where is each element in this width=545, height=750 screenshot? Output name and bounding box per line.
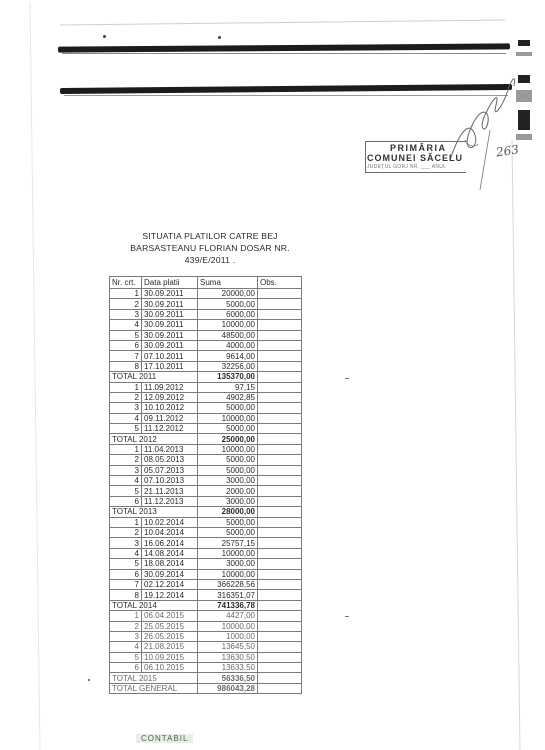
total-sum: 135370,00: [198, 372, 258, 382]
document-title: [110, 230, 310, 266]
cell-obs: [258, 434, 302, 444]
cell-obs: [258, 444, 302, 454]
cell-obs: [258, 600, 302, 610]
cell-sum: 48500,00: [198, 330, 258, 340]
total-sum: 56336,50: [198, 673, 258, 683]
table-row: [110, 548, 302, 558]
total-label: TOTAL 2014: [110, 600, 198, 610]
cell-nr: 3: [110, 309, 142, 319]
stamp-line-3: JUDEȚUL GORJ NR. ___ ANUL: [367, 164, 447, 170]
cell-obs: [258, 320, 302, 330]
table-row: [110, 663, 302, 673]
cell-obs: [258, 289, 302, 299]
cell-sum: 10000,00: [198, 569, 258, 579]
cell-date: 21.08.2015: [142, 642, 198, 652]
cell-obs: [258, 496, 302, 506]
cell-date: 11.09.2012: [142, 382, 198, 392]
cell-obs: [258, 517, 302, 527]
title-line-2: BARSASTEANU FLORIAN DOSAR NR.: [130, 243, 290, 253]
cell-obs: [258, 455, 302, 465]
table-row: [110, 413, 302, 423]
handwritten-registration-number: 263: [495, 142, 520, 160]
cell-sum: 10000,00: [198, 621, 258, 631]
scan-speck: [345, 616, 349, 617]
cell-obs: [258, 465, 302, 475]
table-row: [110, 642, 302, 652]
table-row: [110, 652, 302, 662]
cell-obs: [258, 569, 302, 579]
cell-date: 30.09.2011: [142, 299, 198, 309]
stamp-line-1: PRIMĂRIA: [390, 143, 447, 153]
official-stamp: [365, 141, 466, 173]
table-row: [110, 476, 302, 486]
cell-sum: 5000,00: [198, 527, 258, 537]
cell-date: 11.04.2013: [142, 444, 198, 454]
cell-sum: 13630,50: [198, 652, 258, 662]
cell-obs: [258, 309, 302, 319]
cell-obs: [258, 642, 302, 652]
cell-nr: 3: [110, 465, 142, 475]
table-row: [110, 559, 302, 569]
cell-nr: 1: [110, 444, 142, 454]
cell-sum: 20000,00: [198, 289, 258, 299]
table-row: [110, 496, 302, 506]
cell-nr: 1: [110, 611, 142, 621]
cell-date: 08.05.2013: [142, 455, 198, 465]
table-row: [110, 340, 302, 350]
cell-nr: 4: [110, 320, 142, 330]
cell-date: 10.02.2014: [142, 517, 198, 527]
binding-strip-top-edge: [62, 53, 506, 54]
total-sum: 28000,00: [198, 507, 258, 517]
cell-nr: 4: [110, 413, 142, 423]
cell-obs: [258, 611, 302, 621]
cell-nr: 1: [110, 382, 142, 392]
table-row: [110, 590, 302, 600]
cell-date: 12.09.2012: [142, 392, 198, 402]
table-total-row: [110, 683, 302, 693]
total-label: TOTAL 2011: [110, 372, 198, 382]
cell-nr: 2: [110, 621, 142, 631]
cell-obs: [258, 663, 302, 673]
cell-obs: [258, 527, 302, 537]
cell-date: 16.06.2014: [142, 538, 198, 548]
header-obs: Obs.: [258, 277, 302, 289]
cell-sum: 316351,07: [198, 590, 258, 600]
cell-sum: 10000,00: [198, 320, 258, 330]
cell-nr: 2: [110, 527, 142, 537]
cell-nr: 3: [110, 538, 142, 548]
cell-date: 30.09.2011: [142, 309, 198, 319]
cell-sum: 2000,00: [198, 486, 258, 496]
cell-nr: 3: [110, 403, 142, 413]
cell-obs: [258, 652, 302, 662]
cell-nr: 4: [110, 476, 142, 486]
table-row: [110, 289, 302, 299]
cell-nr: 6: [110, 496, 142, 506]
scan-speck: [88, 679, 90, 681]
table-total-row: [110, 600, 302, 610]
cell-date: 05.07.2013: [142, 465, 198, 475]
cell-sum: 4902,85: [198, 392, 258, 402]
cell-date: 18.08.2014: [142, 559, 198, 569]
cell-obs: [258, 538, 302, 548]
cell-date: 10.10.2012: [142, 403, 198, 413]
table-row: [110, 444, 302, 454]
cell-sum: 5000,00: [198, 299, 258, 309]
scan-dot: [103, 35, 106, 38]
table-row: [110, 320, 302, 330]
cell-date: 06.10.2015: [142, 663, 198, 673]
cell-sum: 5000,00: [198, 424, 258, 434]
table-total-row: [110, 372, 302, 382]
cell-date: 07.10.2011: [142, 351, 198, 361]
cell-nr: 4: [110, 642, 142, 652]
cell-sum: 97,15: [198, 382, 258, 392]
header-nr-crt: Nr. crt.: [110, 277, 142, 289]
cell-date: 19.12.2014: [142, 590, 198, 600]
cell-obs: [258, 382, 302, 392]
cell-obs: [258, 361, 302, 371]
cell-nr: 5: [110, 330, 142, 340]
cell-obs: [258, 476, 302, 486]
table-header-row: [110, 277, 302, 289]
table-row: [110, 299, 302, 309]
cell-obs: [258, 673, 302, 683]
cell-date: 06.04.2015: [142, 611, 198, 621]
cell-date: 10.09.2015: [142, 652, 198, 662]
cell-sum: 5000,00: [198, 517, 258, 527]
cell-obs: [258, 299, 302, 309]
table-row: [110, 351, 302, 361]
payments-table: [109, 276, 302, 694]
scan-dot: [218, 36, 221, 39]
cell-nr: 2: [110, 455, 142, 465]
table-row: [110, 403, 302, 413]
table-row: [110, 527, 302, 537]
total-sum: 741336,78: [198, 600, 258, 610]
table-row: [110, 579, 302, 589]
cell-sum: 1000,00: [198, 631, 258, 641]
cell-obs: [258, 621, 302, 631]
cell-date: 09.11.2012: [142, 413, 198, 423]
table-row: [110, 424, 302, 434]
footer-contabil-label: CONTABIL: [136, 734, 193, 743]
cell-obs: [258, 392, 302, 402]
total-label: TOTAL 2015: [110, 673, 198, 683]
cell-sum: 4427,00: [198, 611, 258, 621]
cell-date: 21.11.2013: [142, 486, 198, 496]
table-row: [110, 382, 302, 392]
cell-nr: 1: [110, 517, 142, 527]
table-row: [110, 517, 302, 527]
handwritten-signature: [430, 60, 540, 200]
cell-obs: [258, 403, 302, 413]
table-row: [110, 361, 302, 371]
cell-sum: 3000,00: [198, 476, 258, 486]
cell-sum: 4000,00: [198, 340, 258, 350]
total-sum: 25000,00: [198, 434, 258, 444]
cell-obs: [258, 548, 302, 558]
cell-date: 11.12.2012: [142, 424, 198, 434]
cell-date: 02.12.2014: [142, 579, 198, 589]
cell-nr: 5: [110, 424, 142, 434]
cell-nr: 6: [110, 569, 142, 579]
scan-speck: [345, 378, 349, 379]
cell-obs: [258, 486, 302, 496]
cell-date: 14.08.2014: [142, 548, 198, 558]
cell-nr: 6: [110, 663, 142, 673]
cell-nr: 5: [110, 559, 142, 569]
cell-sum: 10000,00: [198, 548, 258, 558]
cell-nr: 6: [110, 340, 142, 350]
stamp-line-2: COMUNEI SĂCELU: [367, 153, 464, 163]
cell-sum: 25757,15: [198, 538, 258, 548]
cell-date: 11.12.2013: [142, 496, 198, 506]
table-total-row: [110, 434, 302, 444]
total-sum: 986043,28: [198, 683, 258, 693]
cell-obs: [258, 413, 302, 423]
table-body: [110, 289, 302, 694]
table-row: [110, 309, 302, 319]
table-row: [110, 330, 302, 340]
header-data-platii: Data platii: [142, 277, 198, 289]
total-label: TOTAL GENERAL: [110, 683, 198, 693]
table-row: [110, 569, 302, 579]
cell-nr: 2: [110, 299, 142, 309]
table-row: [110, 631, 302, 641]
cell-nr: 8: [110, 590, 142, 600]
total-label: TOTAL 2012: [110, 434, 198, 444]
cell-sum: 366228,56: [198, 579, 258, 589]
cell-sum: 13645,50: [198, 642, 258, 652]
title-line-3: 439/E/2011 .: [184, 255, 236, 265]
cell-sum: 9614,00: [198, 351, 258, 361]
table-row: [110, 486, 302, 496]
cell-obs: [258, 631, 302, 641]
cell-obs: [258, 559, 302, 569]
cell-obs: [258, 372, 302, 382]
cell-date: 30.09.2011: [142, 289, 198, 299]
cell-nr: 8: [110, 361, 142, 371]
title-line-1: SITUATIA PLATILOR CATRE BEJ: [142, 231, 278, 241]
cell-sum: 32256,00: [198, 361, 258, 371]
table-row: [110, 611, 302, 621]
cell-nr: 5: [110, 486, 142, 496]
cell-sum: 5000,00: [198, 403, 258, 413]
cell-date: 25.05.2015: [142, 621, 198, 631]
table-row: [110, 621, 302, 631]
cell-sum: 6000,00: [198, 309, 258, 319]
cell-date: 30.09.2014: [142, 569, 198, 579]
cell-date: 07.10.2013: [142, 476, 198, 486]
cell-nr: 3: [110, 631, 142, 641]
cell-nr: 7: [110, 579, 142, 589]
cell-sum: 10000,00: [198, 413, 258, 423]
table-row: [110, 455, 302, 465]
cell-nr: 1: [110, 289, 142, 299]
cell-sum: 10000,00: [198, 444, 258, 454]
cell-date: 30.09.2011: [142, 340, 198, 350]
cell-obs: [258, 351, 302, 361]
cell-obs: [258, 424, 302, 434]
cell-date: 30.09.2011: [142, 330, 198, 340]
cell-sum: 5000,00: [198, 465, 258, 475]
cell-sum: 3000,00: [198, 496, 258, 506]
table-total-row: [110, 507, 302, 517]
cell-nr: 7: [110, 351, 142, 361]
cell-date: 30.09.2011: [142, 320, 198, 330]
table-row: [110, 392, 302, 402]
cell-obs: [258, 340, 302, 350]
cell-date: 17.10.2011: [142, 361, 198, 371]
cell-sum: 13633,50: [198, 663, 258, 673]
cell-obs: [258, 590, 302, 600]
cell-nr: 5: [110, 652, 142, 662]
total-label: TOTAL 2013: [110, 507, 198, 517]
cell-obs: [258, 507, 302, 517]
cell-sum: 5000,00: [198, 455, 258, 465]
cell-nr: 2: [110, 392, 142, 402]
table-row: [110, 465, 302, 475]
cell-obs: [258, 683, 302, 693]
table-total-row: [110, 673, 302, 683]
cell-date: 26.05.2015: [142, 631, 198, 641]
cell-obs: [258, 579, 302, 589]
cell-obs: [258, 330, 302, 340]
header-suma: Suma: [198, 277, 258, 289]
cell-nr: 4: [110, 548, 142, 558]
table-row: [110, 538, 302, 548]
cell-sum: 3000,00: [198, 559, 258, 569]
cell-date: 10.04.2014: [142, 527, 198, 537]
